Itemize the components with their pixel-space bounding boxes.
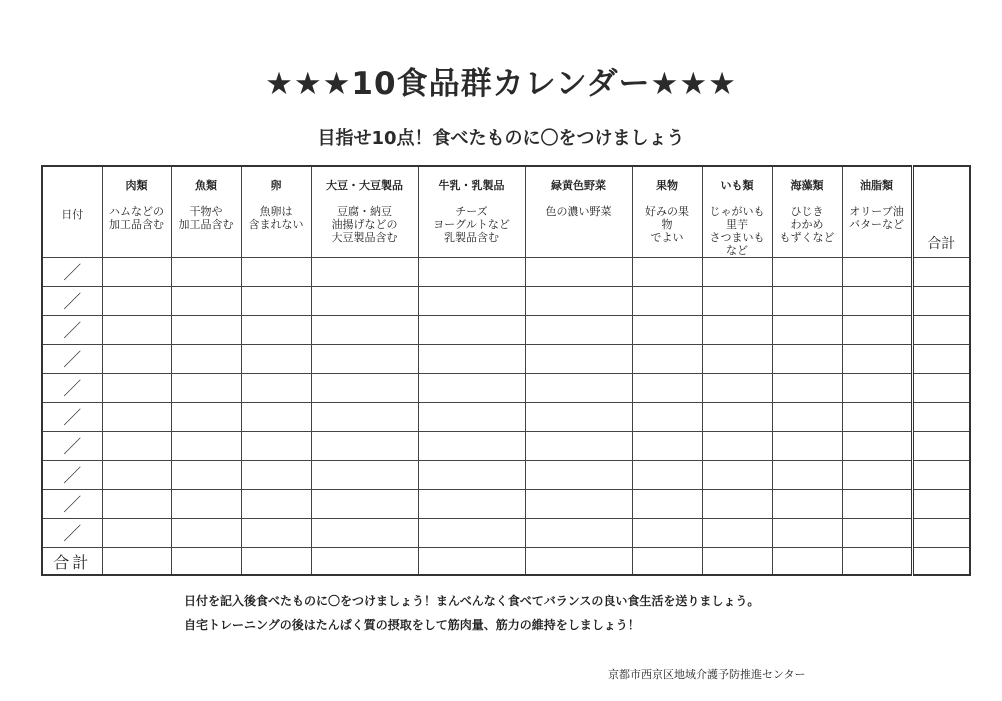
- check-cell[interactable]: [842, 519, 912, 548]
- food-group-header: [772, 166, 842, 258]
- sum-row: [42, 548, 970, 576]
- instruction-note: 日付を記入後食べたものに〇をつけましょう！まんべんなく食べてバランスの良い食生活を送りましょう。: [184, 594, 760, 608]
- check-cell[interactable]: [525, 403, 632, 432]
- check-cell[interactable]: [525, 490, 632, 519]
- check-cell[interactable]: [171, 490, 241, 519]
- check-cell[interactable]: [772, 461, 842, 490]
- check-cell[interactable]: [102, 287, 171, 316]
- check-cell[interactable]: [702, 519, 772, 548]
- check-cell[interactable]: [418, 461, 525, 490]
- total-column-header: 合計: [912, 166, 970, 258]
- date-cell[interactable]: ／: [42, 287, 102, 316]
- check-cell[interactable]: [702, 374, 772, 403]
- check-cell[interactable]: [632, 461, 702, 490]
- date-cell[interactable]: ／: [42, 258, 102, 287]
- organization-footer: 京都市西京区地域介護予防推進センター: [608, 668, 806, 681]
- check-cell[interactable]: [702, 287, 772, 316]
- food-group-name: 肉類: [125, 179, 148, 192]
- food-group-header: [418, 166, 525, 258]
- food-group-name: 牛乳・乳製品: [438, 179, 505, 192]
- column-sum-cell[interactable]: [842, 548, 912, 576]
- check-cell[interactable]: [241, 490, 311, 519]
- row-total-cell[interactable]: [912, 519, 970, 548]
- check-cell[interactable]: [842, 403, 912, 432]
- check-cell[interactable]: [632, 490, 702, 519]
- check-cell[interactable]: [241, 316, 311, 345]
- check-cell[interactable]: [525, 316, 632, 345]
- check-cell[interactable]: [311, 432, 418, 461]
- check-cell[interactable]: [311, 258, 418, 287]
- column-sum-cell[interactable]: [102, 548, 171, 576]
- check-cell[interactable]: [418, 432, 525, 461]
- check-cell[interactable]: [702, 345, 772, 374]
- column-sum-cell[interactable]: [525, 548, 632, 576]
- food-group-name: 魚類: [195, 179, 217, 192]
- check-cell[interactable]: [632, 403, 702, 432]
- sum-label: 合計: [42, 548, 102, 576]
- food-group-header: [632, 166, 702, 258]
- check-cell[interactable]: [171, 403, 241, 432]
- row-total-cell[interactable]: [912, 461, 970, 490]
- check-cell[interactable]: [842, 316, 912, 345]
- day-row: [42, 258, 970, 287]
- food-group-header: [102, 166, 171, 258]
- check-cell[interactable]: [702, 258, 772, 287]
- check-cell[interactable]: [418, 374, 525, 403]
- food-group-description: ひじき わかめ もずくなど: [779, 205, 835, 244]
- check-cell[interactable]: [772, 519, 842, 548]
- date-cell[interactable]: ／: [42, 490, 102, 519]
- check-cell[interactable]: [241, 287, 311, 316]
- day-row: [42, 519, 970, 548]
- check-cell[interactable]: [102, 490, 171, 519]
- food-group-name: 緑黄色野菜: [551, 179, 606, 192]
- column-sum-cell[interactable]: [171, 548, 241, 576]
- check-cell[interactable]: [525, 519, 632, 548]
- check-cell[interactable]: [102, 345, 171, 374]
- food-group-header: [525, 166, 632, 258]
- check-cell[interactable]: [525, 258, 632, 287]
- check-cell[interactable]: [418, 403, 525, 432]
- check-cell[interactable]: [842, 490, 912, 519]
- check-cell[interactable]: [702, 461, 772, 490]
- check-cell[interactable]: [632, 258, 702, 287]
- date-cell[interactable]: ／: [42, 432, 102, 461]
- check-cell[interactable]: [241, 258, 311, 287]
- check-cell[interactable]: [418, 519, 525, 548]
- check-cell[interactable]: [171, 345, 241, 374]
- grand-total-cell[interactable]: [912, 548, 970, 576]
- date-cell[interactable]: ／: [42, 374, 102, 403]
- food-group-calendar-table: [41, 165, 971, 576]
- check-cell[interactable]: [842, 461, 912, 490]
- column-sum-cell[interactable]: [311, 548, 418, 576]
- row-total-cell[interactable]: [912, 490, 970, 519]
- check-cell[interactable]: [102, 461, 171, 490]
- day-row: [42, 432, 970, 461]
- day-row: [42, 461, 970, 490]
- column-sum-cell[interactable]: [702, 548, 772, 576]
- page-title: ★★★10食品群カレンダー★★★: [265, 66, 737, 102]
- check-cell[interactable]: [311, 374, 418, 403]
- date-cell[interactable]: ／: [42, 461, 102, 490]
- food-group-header: [171, 166, 241, 258]
- food-group-description: じゃがいも 里芋 さつまいも など: [709, 205, 765, 257]
- check-cell[interactable]: [772, 287, 842, 316]
- food-group-name: 大豆・大豆製品: [326, 179, 403, 192]
- check-cell[interactable]: [311, 287, 418, 316]
- food-group-description: 魚卵は 含まれない: [248, 205, 304, 231]
- food-group-name: 油脂類: [860, 179, 893, 192]
- row-total-cell[interactable]: [912, 258, 970, 287]
- food-group-header: [311, 166, 418, 258]
- check-cell[interactable]: [842, 374, 912, 403]
- check-cell[interactable]: [632, 432, 702, 461]
- check-cell[interactable]: [525, 461, 632, 490]
- date-cell[interactable]: ／: [42, 345, 102, 374]
- check-cell[interactable]: [772, 490, 842, 519]
- check-cell[interactable]: [241, 461, 311, 490]
- food-group-name: 卵: [270, 179, 282, 192]
- check-cell[interactable]: [311, 490, 418, 519]
- check-cell[interactable]: [772, 345, 842, 374]
- check-cell[interactable]: [772, 432, 842, 461]
- check-cell[interactable]: [702, 432, 772, 461]
- date-cell[interactable]: ／: [42, 316, 102, 345]
- column-sum-cell[interactable]: [241, 548, 311, 576]
- food-group-description: ハムなどの 加工品含む: [109, 205, 164, 231]
- check-cell[interactable]: [702, 490, 772, 519]
- check-cell[interactable]: [632, 519, 702, 548]
- check-cell[interactable]: [525, 432, 632, 461]
- header-row: [42, 166, 970, 258]
- day-row: [42, 490, 970, 519]
- check-cell[interactable]: [418, 287, 525, 316]
- check-cell[interactable]: [772, 258, 842, 287]
- check-cell[interactable]: [772, 403, 842, 432]
- check-cell[interactable]: [702, 316, 772, 345]
- check-cell[interactable]: [418, 345, 525, 374]
- check-cell[interactable]: [171, 374, 241, 403]
- food-group-name: 果物: [656, 179, 678, 192]
- check-cell[interactable]: [171, 316, 241, 345]
- check-cell[interactable]: [525, 345, 632, 374]
- calendar-body: [42, 258, 970, 576]
- check-cell[interactable]: [241, 519, 311, 548]
- row-total-cell[interactable]: [912, 345, 970, 374]
- check-cell[interactable]: [241, 345, 311, 374]
- check-cell[interactable]: [171, 287, 241, 316]
- check-cell[interactable]: [772, 316, 842, 345]
- check-cell[interactable]: [842, 287, 912, 316]
- check-cell[interactable]: [772, 374, 842, 403]
- check-cell[interactable]: [241, 403, 311, 432]
- check-cell[interactable]: [311, 403, 418, 432]
- check-cell[interactable]: [418, 316, 525, 345]
- training-note: 自宅トレーニングの後はたんぱく質の摂取をして筋肉量、筋力の維持をしましょう！: [184, 618, 640, 632]
- day-row: [42, 316, 970, 345]
- check-cell[interactable]: [311, 316, 418, 345]
- food-group-description: 豆腐・納豆 油揚げなどの 大豆製品含む: [331, 205, 398, 244]
- food-group-header: [241, 166, 311, 258]
- check-cell[interactable]: [102, 432, 171, 461]
- check-cell[interactable]: [702, 403, 772, 432]
- day-row: [42, 287, 970, 316]
- row-total-cell[interactable]: [912, 432, 970, 461]
- food-group-description: 干物や 加工品含む: [178, 205, 234, 231]
- check-cell[interactable]: [632, 345, 702, 374]
- food-group-description: オリーブ油 バターなど: [849, 205, 904, 231]
- check-cell[interactable]: [102, 258, 171, 287]
- check-cell[interactable]: [632, 287, 702, 316]
- check-cell[interactable]: [525, 287, 632, 316]
- check-cell[interactable]: [171, 258, 241, 287]
- check-cell[interactable]: [842, 258, 912, 287]
- food-group-description: 色の濃い野菜: [545, 205, 612, 218]
- page-subtitle: 目指せ10点！食べたものに〇をつけましょう: [317, 128, 685, 149]
- row-total-cell[interactable]: [912, 374, 970, 403]
- date-column-header: 日付: [42, 166, 102, 258]
- row-total-cell[interactable]: [912, 287, 970, 316]
- check-cell[interactable]: [311, 461, 418, 490]
- check-cell[interactable]: [102, 316, 171, 345]
- food-group-description: チーズ ヨーグルトなど 乳製品含む: [433, 205, 510, 244]
- column-sum-cell[interactable]: [418, 548, 525, 576]
- check-cell[interactable]: [171, 519, 241, 548]
- check-cell[interactable]: [632, 374, 702, 403]
- date-cell[interactable]: ／: [42, 403, 102, 432]
- check-cell[interactable]: [241, 432, 311, 461]
- date-cell[interactable]: ／: [42, 519, 102, 548]
- check-cell[interactable]: [632, 316, 702, 345]
- check-cell[interactable]: [102, 374, 171, 403]
- check-cell[interactable]: [102, 403, 171, 432]
- food-group-description: 好みの果 物 でよい: [645, 205, 689, 244]
- row-total-cell[interactable]: [912, 316, 970, 345]
- food-group-name: 海藻類: [790, 179, 824, 192]
- check-cell[interactable]: [102, 519, 171, 548]
- check-cell[interactable]: [241, 374, 311, 403]
- check-cell[interactable]: [418, 258, 525, 287]
- check-cell[interactable]: [842, 345, 912, 374]
- check-cell[interactable]: [311, 519, 418, 548]
- food-group-header: [702, 166, 772, 258]
- check-cell[interactable]: [525, 374, 632, 403]
- check-cell[interactable]: [418, 490, 525, 519]
- column-sum-cell[interactable]: [632, 548, 702, 576]
- food-group-name: いも類: [720, 179, 754, 192]
- check-cell[interactable]: [171, 461, 241, 490]
- row-total-cell[interactable]: [912, 403, 970, 432]
- check-cell[interactable]: [171, 432, 241, 461]
- food-group-header: [842, 166, 912, 258]
- day-row: [42, 403, 970, 432]
- check-cell[interactable]: [311, 345, 418, 374]
- day-row: [42, 374, 970, 403]
- column-sum-cell[interactable]: [772, 548, 842, 576]
- day-row: [42, 345, 970, 374]
- check-cell[interactable]: [842, 432, 912, 461]
